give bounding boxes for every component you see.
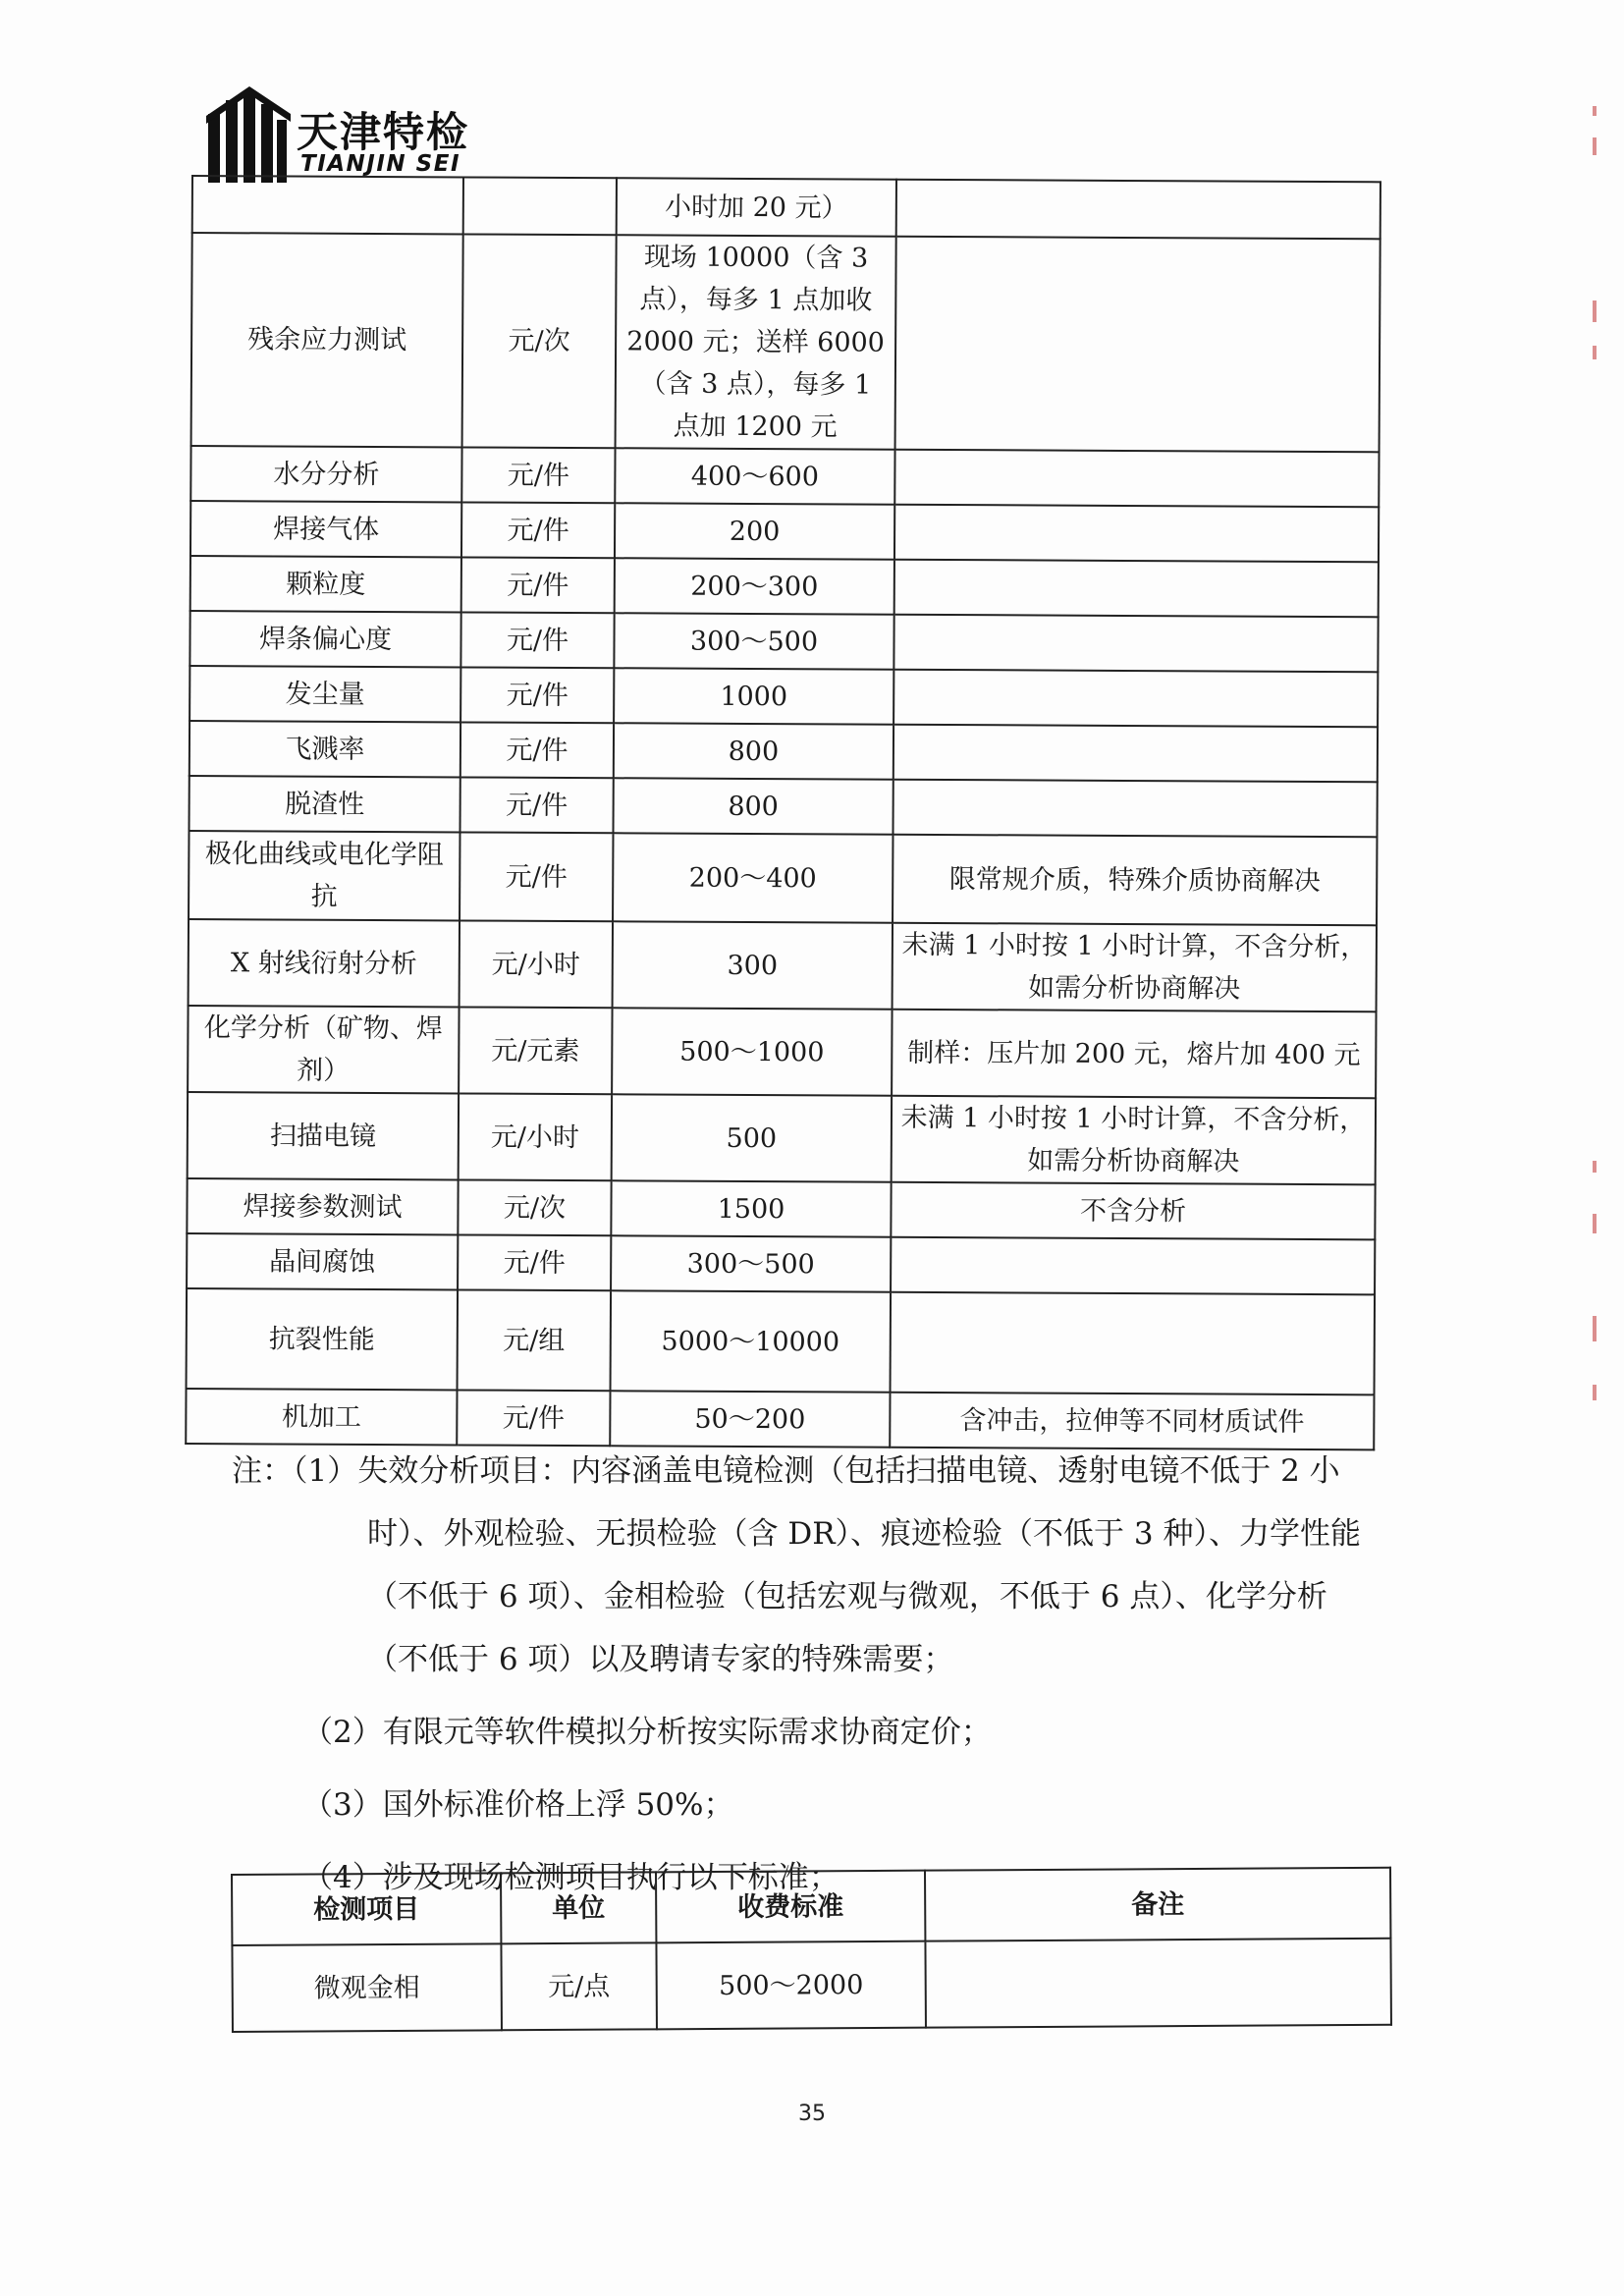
item-cell: 微观金相 <box>232 1943 502 2032</box>
unit-cell: 元/小时 <box>459 1093 612 1180</box>
scan-edge-mark <box>1593 106 1597 116</box>
remark-cell <box>894 560 1379 618</box>
item-cell: 晶间腐蚀 <box>187 1233 458 1289</box>
item-cell: 抗裂性能 <box>187 1288 459 1390</box>
remark-cell: 限常规介质，特殊介质协商解决 <box>893 835 1377 926</box>
table-row <box>189 831 1377 925</box>
remark-cell <box>893 615 1378 673</box>
fee-cell: 300～500 <box>614 613 893 669</box>
company-logo <box>206 86 520 185</box>
item-cell: 脱渣性 <box>189 776 460 832</box>
remark-cell: 未满 1 小时按 1 小时计算，不含分析，如需分析协商解决 <box>893 923 1377 1012</box>
scan-edge-mark <box>1593 1316 1597 1341</box>
item-cell: 飞溅率 <box>189 721 460 777</box>
unit-cell: 元/件 <box>461 502 615 558</box>
item-cell: X 射线衍射分析 <box>189 919 460 1007</box>
fee-cell: 50～200 <box>610 1391 890 1447</box>
unit-cell: 元/次 <box>462 234 617 448</box>
item-cell <box>192 176 463 234</box>
unit-cell: 元/件 <box>457 1390 610 1446</box>
table-row <box>188 1006 1376 1098</box>
table-row <box>192 176 1380 239</box>
item-cell: 发尘量 <box>189 666 460 722</box>
remark-cell <box>925 1939 1391 2028</box>
fee-cell: 500～1000 <box>612 1008 892 1095</box>
remark-cell <box>893 725 1378 783</box>
remark-cell <box>894 505 1379 563</box>
fee-cell: 1500 <box>611 1180 891 1236</box>
fee-cell: 5000～10000 <box>611 1290 892 1392</box>
fee-cell: 800 <box>613 778 893 834</box>
remark-cell: 未满 1 小时按 1 小时计算，不含分析，如需分析协商解决 <box>892 1096 1376 1185</box>
scan-edge-mark <box>1593 301 1597 322</box>
scan-edge-mark <box>1593 137 1597 155</box>
item-cell: 颗粒度 <box>190 556 461 612</box>
remark-cell <box>894 450 1379 508</box>
notes-section <box>232 1440 1380 1909</box>
remark-cell <box>896 180 1380 240</box>
remark-cell: 不含分析 <box>891 1182 1375 1240</box>
remark-cell <box>893 670 1378 728</box>
item-cell: 扫描电镜 <box>188 1092 459 1179</box>
tianjin-sei-logo-icon <box>206 86 291 185</box>
item-cell: 化学分析（矿物、焊剂） <box>188 1006 459 1093</box>
item-cell: 焊接参数测试 <box>187 1178 458 1234</box>
note-4: （4）涉及现场检测项目执行以下标准； <box>302 1860 839 1895</box>
item-cell: 机加工 <box>186 1389 457 1445</box>
table-row <box>190 446 1379 507</box>
header-unit: 单位 <box>501 1872 656 1943</box>
fee-cell: 300 <box>613 921 893 1009</box>
table-row <box>190 501 1379 562</box>
unit-cell: 元/件 <box>460 667 614 723</box>
table-row <box>187 1233 1375 1294</box>
scan-edge-mark <box>1593 1385 1597 1400</box>
remark-cell <box>895 237 1380 453</box>
fee-cell: 200～400 <box>613 833 893 922</box>
fee-cell: 1000 <box>614 668 893 724</box>
item-cell: 残余应力测试 <box>191 233 463 447</box>
table-row <box>189 721 1378 782</box>
unit-cell: 元/元素 <box>459 1007 612 1094</box>
unit-cell: 元/件 <box>460 777 613 833</box>
header-remark: 备注 <box>925 1868 1390 1941</box>
table-row <box>189 666 1378 727</box>
remark-cell <box>893 780 1377 838</box>
table-row <box>232 1939 1391 2032</box>
fee-table <box>185 175 1381 1450</box>
note-3: （3）国外标准价格上浮 50%； <box>302 1787 734 1823</box>
page-number: 35 <box>798 2102 826 2126</box>
scan-edge-mark <box>1593 1214 1597 1233</box>
table-row <box>187 1178 1375 1239</box>
remark-cell: 制样：压片加 200 元，熔片加 400 元 <box>892 1010 1376 1099</box>
unit-cell: 元/件 <box>461 557 615 613</box>
item-cell: 焊接气体 <box>190 501 461 557</box>
remark-cell: 含冲击，拉伸等不同材质试件 <box>890 1393 1374 1450</box>
fee-cell: 300～500 <box>611 1235 891 1291</box>
table-row <box>190 556 1379 617</box>
item-cell: 水分分析 <box>190 446 461 502</box>
table-row <box>189 919 1377 1011</box>
scan-edge-mark <box>1593 1161 1597 1173</box>
logo-chinese-name: 天津特检 <box>297 108 470 156</box>
unit-cell: 元/点 <box>501 1942 657 2030</box>
unit-cell: 元/件 <box>461 447 615 503</box>
fee-cell: 500～2000 <box>656 1941 926 2030</box>
unit-cell: 元/件 <box>460 722 614 778</box>
fee-cell: 现场 10000（含 3 点），每多 1 点加收 2000 元；送样 6000（含 3 点），每多 1 点加 1200 元 <box>616 235 896 449</box>
fee-cell: 400～600 <box>615 448 894 504</box>
scan-edge-mark <box>1593 346 1597 359</box>
unit-cell: 元/组 <box>458 1289 612 1391</box>
header-fee: 收费标准 <box>656 1871 925 1943</box>
unit-cell <box>463 177 617 235</box>
remark-cell <box>891 1237 1375 1295</box>
field-inspection-table <box>231 1867 1392 2033</box>
fee-cell: 500 <box>612 1094 892 1181</box>
fee-cell: 200～300 <box>615 558 894 614</box>
unit-cell: 元/次 <box>458 1179 611 1235</box>
item-cell: 焊条偏心度 <box>189 611 460 667</box>
unit-cell: 元/件 <box>460 832 613 921</box>
table-row <box>187 1288 1376 1394</box>
header-item: 检测项目 <box>232 1873 501 1945</box>
unit-cell: 元/件 <box>458 1234 611 1290</box>
fee-cell: 小时加 20 元） <box>617 178 896 236</box>
logo-english-name: TIANJIN SEI <box>300 151 461 177</box>
fee-cell: 800 <box>614 723 893 779</box>
table-row <box>188 1092 1376 1184</box>
table-header-row <box>232 1868 1390 1945</box>
unit-cell: 元/件 <box>460 612 614 668</box>
note-1: 注：（1）失效分析项目：内容涵盖电镜检测（包括扫描电镜、透射电镜不低于 2 小时）、外观检验、无损检验（含 DR）、痕迹检验（不低于 3 种）、力学性能（不低于 6 项）、金相检验（包括宏观与微观，不低于 6 点）、化学分析（不低于 6 项）以及聘请专家的特殊需要； <box>232 1453 1361 1677</box>
unit-cell: 元/小时 <box>460 920 613 1008</box>
table-row <box>189 611 1378 672</box>
item-cell: 极化曲线或电化学阻抗 <box>189 831 460 920</box>
remark-cell <box>891 1292 1376 1395</box>
table-row <box>189 776 1378 837</box>
note-2: （2）有限元等软件模拟分析按实际需求协商定价； <box>302 1715 992 1750</box>
table-row <box>191 233 1380 452</box>
fee-cell: 200 <box>615 503 894 559</box>
